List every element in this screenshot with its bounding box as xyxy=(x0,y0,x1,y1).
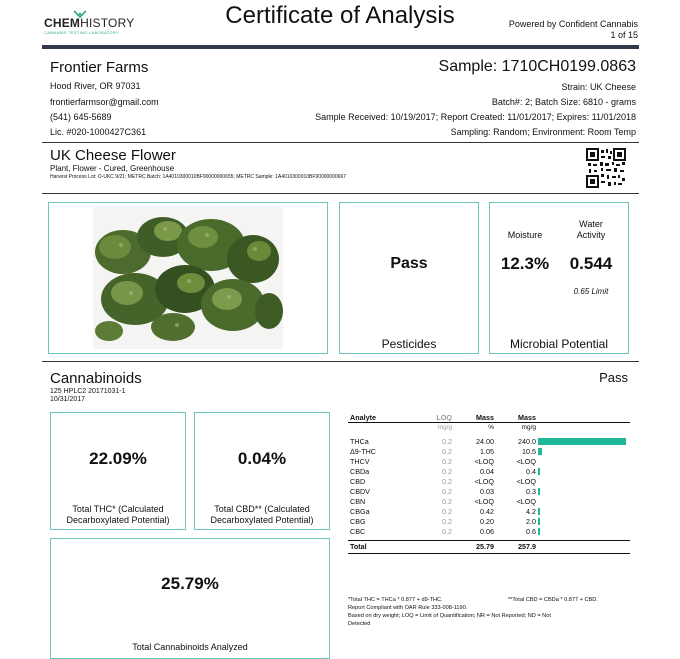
mass-bar xyxy=(538,468,540,475)
divider xyxy=(42,142,639,143)
total-cannabinoids-panel xyxy=(50,538,330,659)
mass-cell: <LOQ xyxy=(516,457,536,466)
mass-cell: 0.6 xyxy=(526,527,536,536)
loq-cell: 0.2 xyxy=(442,497,452,506)
client-phone: (541) 645-5689 xyxy=(50,112,112,122)
table-bottom-rule xyxy=(348,553,630,554)
mass-bar xyxy=(538,528,540,535)
table-row xyxy=(348,437,630,447)
loq-cell: 0.2 xyxy=(442,467,452,476)
table-row xyxy=(348,497,630,507)
sample-sampling: Sampling: Random; Environment: Room Temp xyxy=(450,127,636,137)
analyte-cell: Δ9-THC xyxy=(350,447,376,456)
note-compliance: Report Compliant with OAR Rule 333-008-1190. xyxy=(348,605,468,611)
analyte-cell: CBGa xyxy=(350,507,370,516)
divider xyxy=(42,361,639,362)
product-ids: Harvest Process Lot: O-UKC 9/21; METRC Batch: 1A4010300010BF90000000655; METRC Sample: 1A4010300010BF90000000667 xyxy=(50,174,347,180)
loq-cell: 0.2 xyxy=(442,457,452,466)
sample-strain: Strain: UK Cheese xyxy=(561,82,636,92)
percent-cell: 0.04 xyxy=(480,467,494,476)
table-header-rule xyxy=(348,422,630,423)
table-row xyxy=(348,517,630,527)
loq-cell: 0.2 xyxy=(442,507,452,516)
qr-code-icon xyxy=(586,148,626,188)
client-name: Frontier Farms xyxy=(50,59,149,76)
microbial-label: Microbial Potential xyxy=(509,337,609,351)
note-cbd: **Total CBD = CBDa * 0.877 + CBD. xyxy=(508,597,598,603)
loq-cell: 0.2 xyxy=(442,477,452,486)
analyte-cell: CBD xyxy=(350,477,366,486)
logo-text: CHEMHISTORY xyxy=(44,16,135,30)
table-row xyxy=(348,447,630,457)
page-title: Certificate of Analysis xyxy=(225,2,455,29)
cannabinoids-method: 125 HPLC2 20171031-1 xyxy=(50,388,126,395)
mass-cell: 2.0 xyxy=(526,517,536,526)
table-row xyxy=(348,477,630,487)
table-units-row: mg/g % mg/g xyxy=(437,424,536,431)
percent-cell: 0.20 xyxy=(480,517,494,526)
loq-cell: 0.2 xyxy=(442,527,452,536)
pesticides-panel xyxy=(339,202,479,354)
table-row xyxy=(348,467,630,477)
total-cbd-label: Total CBD** (Calculated Decarboxylated Potential) xyxy=(210,504,314,525)
total-cannabinoids-value: 25.79% xyxy=(161,574,219,593)
analyte-cell: CBDa xyxy=(350,467,370,476)
sample-id: Sample: 1710CH0199.0863 xyxy=(438,58,636,75)
loq-cell: 0.2 xyxy=(442,437,452,446)
table-total-row: Total 25.79 257.9 xyxy=(350,542,536,551)
mass-cell: 4.2 xyxy=(526,507,536,516)
mass-cell: 240.0 xyxy=(518,437,536,446)
total-thc-label: Total THC* (Calculated Decarboxylated Potential) xyxy=(66,504,170,525)
analyte-cell: CBG xyxy=(350,517,366,526)
percent-cell: 0.42 xyxy=(480,507,494,516)
note-basis-cont: Detected xyxy=(348,621,371,627)
cannabinoids-date: 10/31/2017 xyxy=(50,396,86,403)
mass-bar xyxy=(538,448,542,455)
client-license: Lic. #020-1000427C361 xyxy=(50,127,147,137)
analyte-cell: CBDV xyxy=(350,487,370,496)
mass-cell: 0.3 xyxy=(526,487,536,496)
analyte-cell: CBN xyxy=(350,497,366,506)
percent-cell: 1.05 xyxy=(480,447,494,456)
analyte-cell: CBC xyxy=(350,527,366,536)
table-row xyxy=(348,487,630,497)
analyte-cell: THCa xyxy=(350,437,369,446)
mass-cell: 10.5 xyxy=(522,447,536,456)
note-thc: *Total THC = THCa * 0.877 + d9-THC. xyxy=(348,597,443,603)
table-header-row: Analyte LOQ Mass Mass xyxy=(350,413,536,422)
loq-cell: 0.2 xyxy=(442,517,452,526)
note-basis: Based on dry weight; LOQ = Limit of Quantification; NR = Not Reported; ND = Not xyxy=(348,613,551,619)
mass-bar xyxy=(538,438,626,445)
logo-subtitle: CANNABIS TESTING LABORATORY xyxy=(44,30,119,35)
percent-cell: 0.06 xyxy=(480,527,494,536)
percent-cell: <LOQ xyxy=(474,477,494,486)
client-address: Hood River, OR 97031 xyxy=(50,81,141,91)
table-row xyxy=(348,507,630,517)
mass-cell: <LOQ xyxy=(516,477,536,486)
product-type: Plant, Flower - Cured, Greenhouse xyxy=(50,164,175,173)
total-cannabinoids-label: Total Cannabinoids Analyzed xyxy=(132,642,248,652)
page-number: 1 of 15 xyxy=(610,30,638,40)
divider xyxy=(42,193,639,194)
client-email: frontierfarmsor@gmail.com xyxy=(50,97,159,107)
percent-cell: 0.03 xyxy=(480,487,494,496)
moisture-value: 12.3% xyxy=(500,254,550,273)
percent-cell: 24.00 xyxy=(476,437,494,446)
mass-bar xyxy=(538,508,540,515)
total-thc-value: 22.09% xyxy=(89,449,147,468)
mass-bar xyxy=(538,488,540,495)
table-row xyxy=(348,527,630,537)
cannabinoids-title: Cannabinoids xyxy=(50,370,142,387)
mass-cell: 0.4 xyxy=(526,467,536,476)
pesticides-label: Pesticides xyxy=(381,337,437,351)
percent-cell: <LOQ xyxy=(474,457,494,466)
table-row xyxy=(348,457,630,467)
water-activity-label: Water Activity xyxy=(576,219,606,240)
total-cbd-value: 0.04% xyxy=(237,449,287,468)
analyte-cell: THCV xyxy=(350,457,370,466)
percent-cell: <LOQ xyxy=(474,497,494,506)
mass-bar xyxy=(538,518,540,525)
header-rule xyxy=(42,45,639,49)
table-total-rule xyxy=(348,540,630,541)
cannabinoids-result: Pass xyxy=(599,370,628,385)
mass-cell: <LOQ xyxy=(516,497,536,506)
sample-dates: Sample Received: 10/19/2017; Report Created: 11/01/2017; Expires: 11/01/2018 xyxy=(315,112,636,122)
pesticides-result: Pass xyxy=(390,255,428,272)
water-activity-limit: 0.65 Limit xyxy=(573,287,609,296)
product-name: UK Cheese Flower xyxy=(50,147,176,164)
loq-cell: 0.2 xyxy=(442,487,452,496)
moisture-label: Moisture xyxy=(507,230,543,240)
powered-by: Powered by Confident Cannabis 1 of 15 xyxy=(508,19,638,40)
sample-batch: Batch#: 2; Batch Size: 6810 - grams xyxy=(491,97,636,107)
water-activity-value: 0.544 xyxy=(569,254,613,273)
cannabis-flower-photo xyxy=(93,207,283,349)
loq-cell: 0.2 xyxy=(442,447,452,456)
